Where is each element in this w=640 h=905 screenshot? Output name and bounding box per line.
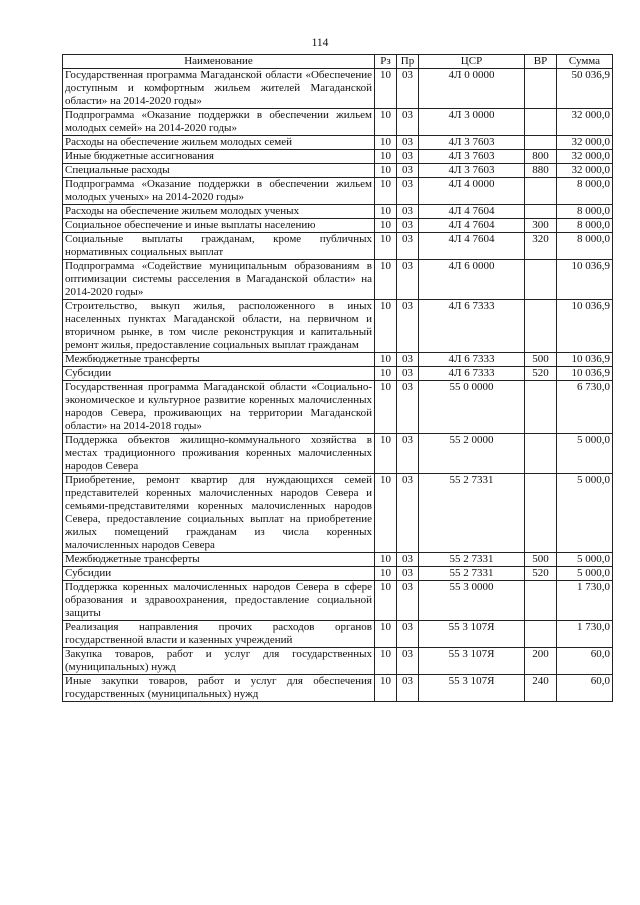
table-row <box>63 648 613 675</box>
table-row <box>63 567 613 581</box>
cell-name: Закупка товаров, работ и услуг для государственных (муниципальных) нужд <box>63 648 375 675</box>
cell-vr <box>525 178 557 205</box>
cell-vr <box>525 381 557 434</box>
cell-name: Межбюджетные трансферты <box>63 353 375 367</box>
cell-sum: 32 000,0 <box>557 136 613 150</box>
cell-csr: 4Л 3 7603 <box>419 150 525 164</box>
cell-pr: 03 <box>397 136 419 150</box>
table-row <box>63 353 613 367</box>
cell-csr: 55 2 0000 <box>419 434 525 474</box>
cell-pr: 03 <box>397 164 419 178</box>
cell-sum: 32 000,0 <box>557 164 613 178</box>
cell-pr: 03 <box>397 675 419 702</box>
cell-pr: 03 <box>397 581 419 621</box>
table-row <box>63 260 613 300</box>
table-row <box>63 434 613 474</box>
cell-csr: 55 2 7331 <box>419 553 525 567</box>
cell-csr: 4Л 6 7333 <box>419 300 525 353</box>
cell-name: Специальные расходы <box>63 164 375 178</box>
cell-vr: 880 <box>525 164 557 178</box>
cell-name: Социальное обеспечение и иные выплаты населению <box>63 219 375 233</box>
budget-table <box>62 54 613 702</box>
cell-csr: 55 3 0000 <box>419 581 525 621</box>
cell-rz: 10 <box>375 69 397 109</box>
cell-rz: 10 <box>375 567 397 581</box>
cell-sum: 60,0 <box>557 648 613 675</box>
page-number: 114 <box>311 37 329 49</box>
cell-vr: 320 <box>525 233 557 260</box>
cell-vr: 300 <box>525 219 557 233</box>
cell-sum: 50 036,9 <box>557 69 613 109</box>
table-row <box>63 69 613 109</box>
cell-sum: 8 000,0 <box>557 219 613 233</box>
cell-pr: 03 <box>397 260 419 300</box>
cell-sum: 10 036,9 <box>557 353 613 367</box>
cell-name: Иные закупки товаров, работ и услуг для обеспечения государственных (муниципальных) нужд <box>63 675 375 702</box>
cell-pr: 03 <box>397 69 419 109</box>
cell-csr: 4Л 6 7333 <box>419 367 525 381</box>
header-csr: ЦСР <box>419 55 525 69</box>
cell-vr <box>525 621 557 648</box>
header-sum: Сумма <box>557 55 613 69</box>
cell-sum: 10 036,9 <box>557 260 613 300</box>
cell-pr: 03 <box>397 233 419 260</box>
cell-vr <box>525 474 557 553</box>
cell-pr: 03 <box>397 381 419 434</box>
table-row <box>63 205 613 219</box>
cell-rz: 10 <box>375 621 397 648</box>
cell-vr: 800 <box>525 150 557 164</box>
cell-csr: 4Л 3 7603 <box>419 164 525 178</box>
cell-vr: 520 <box>525 367 557 381</box>
cell-pr: 03 <box>397 621 419 648</box>
cell-rz: 10 <box>375 233 397 260</box>
cell-vr: 500 <box>525 353 557 367</box>
table-body <box>63 69 613 702</box>
header-vr: ВР <box>525 55 557 69</box>
cell-rz: 10 <box>375 434 397 474</box>
cell-csr: 4Л 6 7333 <box>419 353 525 367</box>
cell-pr: 03 <box>397 219 419 233</box>
cell-name: Субсидии <box>63 367 375 381</box>
table-row <box>63 136 613 150</box>
cell-vr <box>525 205 557 219</box>
cell-rz: 10 <box>375 353 397 367</box>
cell-sum: 60,0 <box>557 675 613 702</box>
cell-name: Субсидии <box>63 567 375 581</box>
cell-sum: 8 000,0 <box>557 178 613 205</box>
cell-csr: 55 2 7331 <box>419 474 525 553</box>
cell-rz: 10 <box>375 205 397 219</box>
cell-name: Расходы на обеспечение жильем молодых ученых <box>63 205 375 219</box>
cell-csr: 4Л 0 0000 <box>419 69 525 109</box>
cell-vr: 240 <box>525 675 557 702</box>
cell-vr <box>525 300 557 353</box>
cell-vr: 500 <box>525 553 557 567</box>
cell-rz: 10 <box>375 136 397 150</box>
table-row <box>63 219 613 233</box>
cell-sum: 8 000,0 <box>557 233 613 260</box>
table-row <box>63 300 613 353</box>
cell-name: Приобретение, ремонт квартир для нуждающихся семей представителей коренных малочисленных народов Севера и семьями-представителями коренных малочисленных народов Севера, предоставление социальных выплат на приобретение жилых помещений гражданам из числа коренных малочисленных народов Севера <box>63 474 375 553</box>
cell-pr: 03 <box>397 353 419 367</box>
cell-pr: 03 <box>397 178 419 205</box>
cell-rz: 10 <box>375 381 397 434</box>
cell-sum: 6 730,0 <box>557 381 613 434</box>
cell-rz: 10 <box>375 178 397 205</box>
cell-name: Расходы на обеспечение жильем молодых семей <box>63 136 375 150</box>
cell-sum: 32 000,0 <box>557 109 613 136</box>
cell-pr: 03 <box>397 205 419 219</box>
cell-name: Реализация направления прочих расходов органов государственной власти и казенных учреждений <box>63 621 375 648</box>
cell-csr: 55 3 107Я <box>419 648 525 675</box>
cell-vr <box>525 581 557 621</box>
cell-rz: 10 <box>375 109 397 136</box>
cell-rz: 10 <box>375 553 397 567</box>
cell-vr: 520 <box>525 567 557 581</box>
cell-csr: 4Л 4 7604 <box>419 205 525 219</box>
table-row <box>63 675 613 702</box>
cell-vr <box>525 136 557 150</box>
cell-rz: 10 <box>375 367 397 381</box>
cell-sum: 32 000,0 <box>557 150 613 164</box>
cell-name: Подпрограмма «Оказание поддержки в обеспечении жильем молодых семей» на 2014-2020 годы» <box>63 109 375 136</box>
header-pr: Пр <box>397 55 419 69</box>
cell-csr: 4Л 3 0000 <box>419 109 525 136</box>
table-row <box>63 553 613 567</box>
cell-rz: 10 <box>375 675 397 702</box>
cell-name: Государственная программа Магаданской области «Обеспечение доступным и комфортным жильем жителей Магаданской области» на 2014-2020 годы» <box>63 69 375 109</box>
cell-rz: 10 <box>375 219 397 233</box>
cell-sum: 5 000,0 <box>557 567 613 581</box>
cell-name: Иные бюджетные ассигнования <box>63 150 375 164</box>
table-header-row <box>63 55 613 69</box>
cell-rz: 10 <box>375 260 397 300</box>
cell-pr: 03 <box>397 367 419 381</box>
cell-name: Поддержка объектов жилищно-коммунального хозяйства в местах традиционного проживания коренных малочисленных народов Севера <box>63 434 375 474</box>
cell-name: Подпрограмма «Оказание поддержки в обеспечении жильем молодых ученых» на 2014-2020 годы» <box>63 178 375 205</box>
table-row <box>63 581 613 621</box>
cell-rz: 10 <box>375 150 397 164</box>
cell-rz: 10 <box>375 300 397 353</box>
cell-pr: 03 <box>397 474 419 553</box>
cell-pr: 03 <box>397 300 419 353</box>
cell-csr: 55 3 107Я <box>419 621 525 648</box>
cell-csr: 4Л 6 0000 <box>419 260 525 300</box>
table-row <box>63 150 613 164</box>
cell-name: Межбюджетные трансферты <box>63 553 375 567</box>
cell-vr <box>525 69 557 109</box>
table-row <box>63 178 613 205</box>
cell-rz: 10 <box>375 474 397 553</box>
table-row <box>63 381 613 434</box>
cell-csr: 4Л 3 7603 <box>419 136 525 150</box>
cell-sum: 1 730,0 <box>557 581 613 621</box>
cell-name: Социальные выплаты гражданам, кроме публичных нормативных социальных выплат <box>63 233 375 260</box>
table-row <box>63 109 613 136</box>
cell-name: Государственная программа Магаданской области «Социально-экономическое и культурное развитие коренных малочисленных народов Севера, проживающих на территории Магаданской области» на 2014-2018 годы» <box>63 381 375 434</box>
cell-sum: 8 000,0 <box>557 205 613 219</box>
table-row <box>63 474 613 553</box>
header-name: Наименование <box>63 55 375 69</box>
cell-pr: 03 <box>397 150 419 164</box>
table-row <box>63 233 613 260</box>
cell-csr: 55 2 7331 <box>419 567 525 581</box>
cell-rz: 10 <box>375 648 397 675</box>
cell-vr: 200 <box>525 648 557 675</box>
cell-rz: 10 <box>375 581 397 621</box>
cell-vr <box>525 260 557 300</box>
cell-csr: 4Л 4 7604 <box>419 233 525 260</box>
cell-name: Подпрограмма «Содействие муниципальным образованиям в оптимизации системы расселения в Магаданской области» на 2014-2020 годы» <box>63 260 375 300</box>
cell-sum: 5 000,0 <box>557 553 613 567</box>
cell-pr: 03 <box>397 567 419 581</box>
cell-sum: 10 036,9 <box>557 300 613 353</box>
header-rz: Рз <box>375 55 397 69</box>
cell-pr: 03 <box>397 109 419 136</box>
cell-sum: 1 730,0 <box>557 621 613 648</box>
cell-vr <box>525 434 557 474</box>
cell-pr: 03 <box>397 434 419 474</box>
cell-pr: 03 <box>397 553 419 567</box>
cell-sum: 10 036,9 <box>557 367 613 381</box>
table-row <box>63 367 613 381</box>
cell-sum: 5 000,0 <box>557 434 613 474</box>
cell-csr: 4Л 4 0000 <box>419 178 525 205</box>
table-row <box>63 164 613 178</box>
cell-vr <box>525 109 557 136</box>
cell-csr: 55 3 107Я <box>419 675 525 702</box>
cell-name: Поддержка коренных малочисленных народов Севера в сфере образования и здравоохранения, предоставление социальной защиты <box>63 581 375 621</box>
cell-rz: 10 <box>375 164 397 178</box>
cell-name: Строительство, выкуп жилья, расположенного в иных населенных пунктах Магаданской области, на первичном и вторичном рынке, в том числе реконструкция и капитальный ремонт жилья, предоставление социальных выплат гражданам <box>63 300 375 353</box>
cell-pr: 03 <box>397 648 419 675</box>
table-row <box>63 621 613 648</box>
cell-csr: 55 0 0000 <box>419 381 525 434</box>
cell-sum: 5 000,0 <box>557 474 613 553</box>
cell-csr: 4Л 4 7604 <box>419 219 525 233</box>
